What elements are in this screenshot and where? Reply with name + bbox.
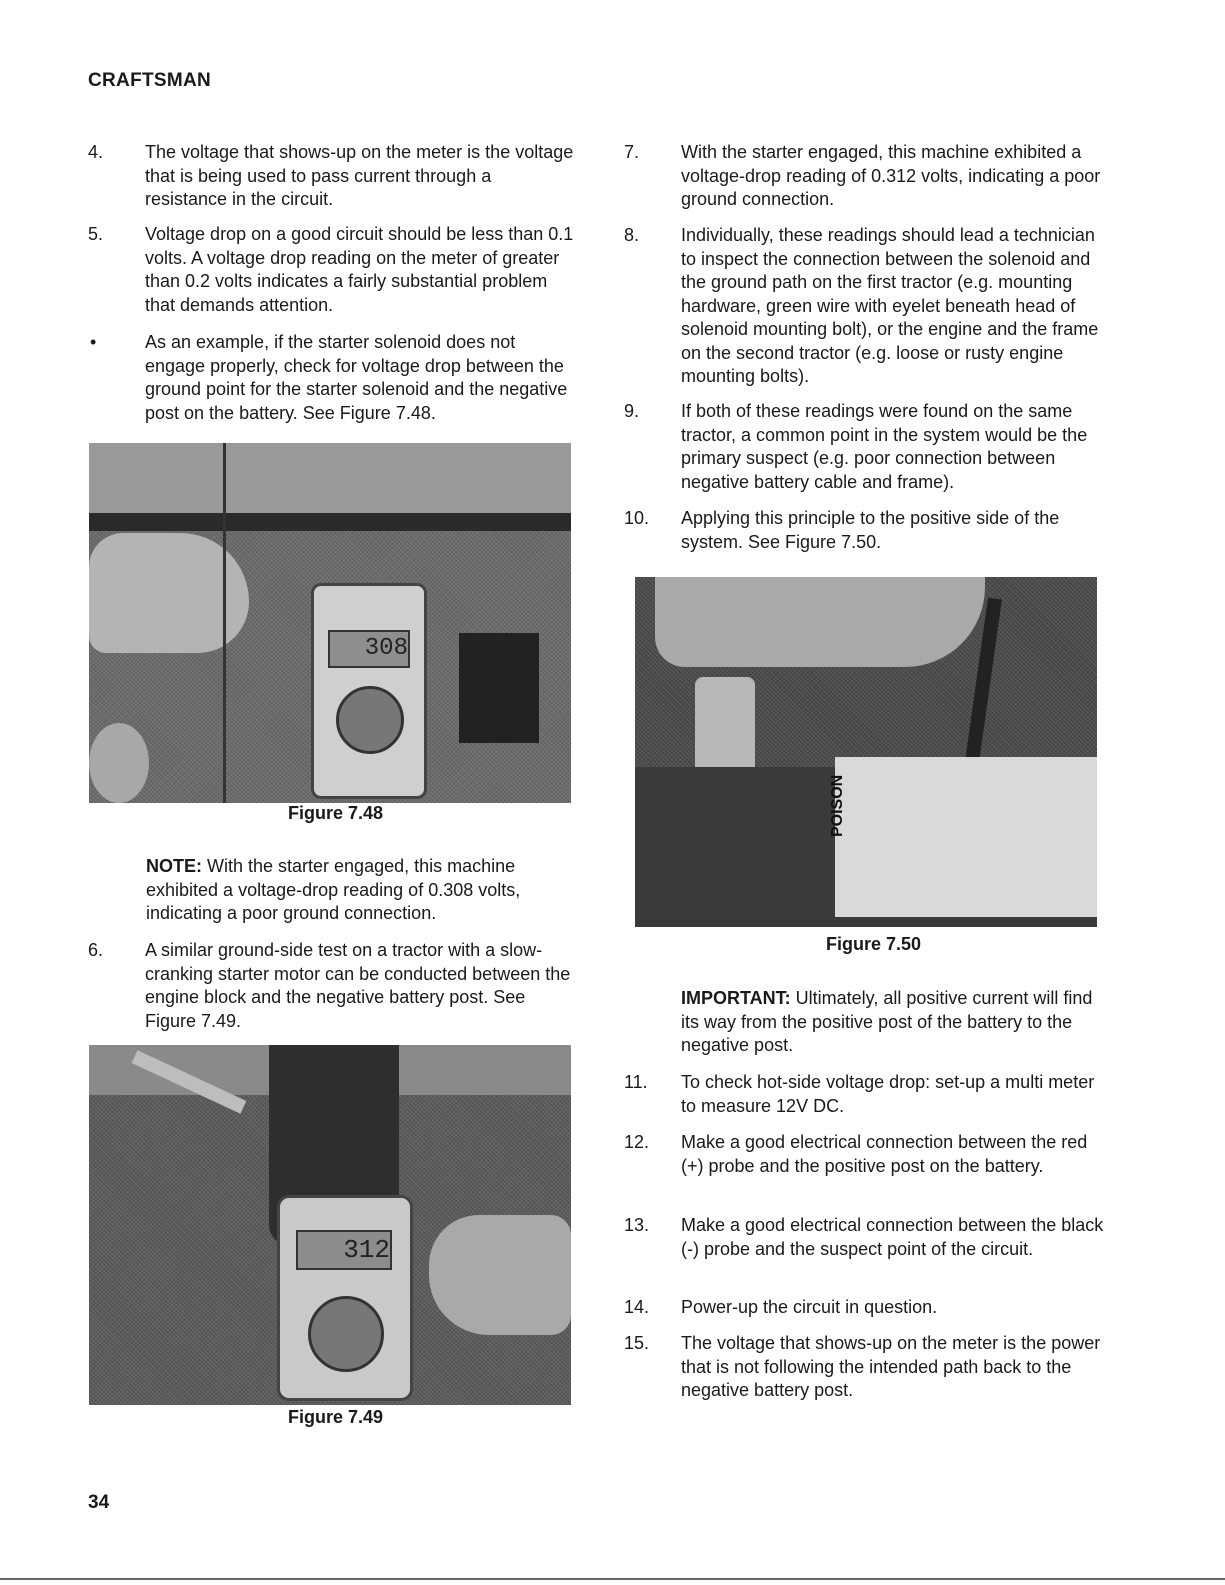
important-text: Ultimately, all positive current will find its way from the positive post of the battery to the negative post. <box>681 988 1093 1055</box>
item-number: 6. <box>88 940 104 960</box>
note-text: With the starter engaged, this machine exhibited a voltage-drop reading of 0.308 volts, indicating a poor ground connection. <box>146 856 521 923</box>
item-text: With the starter engaged, this machine exhibited a voltage-drop reading of 0.312 volts, indicating a poor ground connection. <box>681 142 1101 209</box>
meter-dial <box>336 686 404 754</box>
meter-display: 312 <box>296 1230 392 1270</box>
decal <box>459 633 539 743</box>
item-number: 7. <box>624 142 640 162</box>
important-paragraph <box>681 987 1111 1058</box>
item-number: 5. <box>88 224 104 244</box>
battery-label <box>829 757 1097 917</box>
meter-display: 308 <box>328 630 410 668</box>
item-text: As an example, if the starter solenoid does not engage properly, check for voltage drop between the ground point for the starter solenoid and the negative post on the battery. See Figure 7.48. <box>145 332 568 423</box>
item-number: 11. <box>624 1072 648 1092</box>
item-text: Make a good electrical connection between the black (-) probe and the suspect point of the circuit. <box>681 1215 1104 1259</box>
figure-7-50-photo <box>635 577 1097 927</box>
item-text: The voltage that shows-up on the meter is the voltage that is being used to pass current through a resistance in the circuit. <box>145 142 574 209</box>
test-lead-wire <box>223 443 226 803</box>
item-number: 8. <box>624 225 640 245</box>
figure-7-48-caption: Figure 7.48 <box>288 803 384 823</box>
tractor-panel <box>89 443 571 513</box>
item-text: Make a good electrical connection between the red (+) probe and the positive post on the battery. <box>681 1132 1088 1176</box>
item-number: 15. <box>624 1333 650 1353</box>
important-label: IMPORTANT: <box>681 988 791 1008</box>
item-text: A similar ground-side test on a tractor with a slow-cranking starter motor can be conducted between the engine block and the negative battery post. See Figure 7.49. <box>145 940 571 1031</box>
item-text: Power-up the circuit in question. <box>681 1297 938 1317</box>
panel-edge <box>89 513 571 531</box>
multimeter <box>311 583 427 799</box>
item-text: To check hot-side voltage drop: set-up a multi meter to measure 12V DC. <box>681 1072 1095 1116</box>
multimeter <box>277 1195 413 1401</box>
item-text: If both of these readings were found on the same tractor, a common point in the system would be the primary suspect (e.g. poor connection between negative battery cable and frame). <box>681 401 1088 492</box>
item-number: 13. <box>624 1215 650 1235</box>
figure-7-50-caption: Figure 7.50 <box>826 934 922 954</box>
page-number: 34 <box>88 1492 110 1513</box>
item-text: Applying this principle to the positive side of the system. See Figure 7.50. <box>681 508 1060 552</box>
item-text: Voltage drop on a good circuit should be less than 0.1 volts. A voltage drop reading on the meter of greater than 0.2 volts indicates a fairly substantial problem that demands attention. <box>145 224 574 315</box>
item-text: The voltage that shows-up on the meter is the power that is not following the intended path back to the negative battery post. <box>681 1333 1101 1400</box>
figure-7-48-photo <box>89 443 571 803</box>
figure-7-49-caption: Figure 7.49 <box>288 1407 384 1427</box>
figure-7-49-photo <box>89 1045 571 1405</box>
hand <box>655 577 985 667</box>
item-number: 10. <box>624 508 650 528</box>
item-text: Individually, these readings should lead a technician to inspect the connection between the solenoid and the ground path on the first tractor (e.g. mounting hardware, green wire with eyelet beneath head of solenoid mounting bolt), or the engine and the frame on the second tractor (e.g. loose or rusty engine mounting bolts). <box>681 225 1099 386</box>
poison-warning-text: POISON <box>829 774 846 837</box>
note-label: NOTE: <box>146 856 202 876</box>
note-paragraph <box>146 855 576 926</box>
item-number: 14. <box>624 1297 650 1317</box>
item-number: 4. <box>88 142 104 162</box>
item-number: 9. <box>624 401 640 421</box>
item-number: 12. <box>624 1132 650 1152</box>
bullet-marker: • <box>90 332 97 352</box>
meter-dial <box>308 1296 384 1372</box>
bottom-rule <box>0 1578 1225 1580</box>
hand <box>429 1215 571 1335</box>
pulley <box>89 723 149 803</box>
brand-header: CRAFTSMAN <box>88 70 212 91</box>
